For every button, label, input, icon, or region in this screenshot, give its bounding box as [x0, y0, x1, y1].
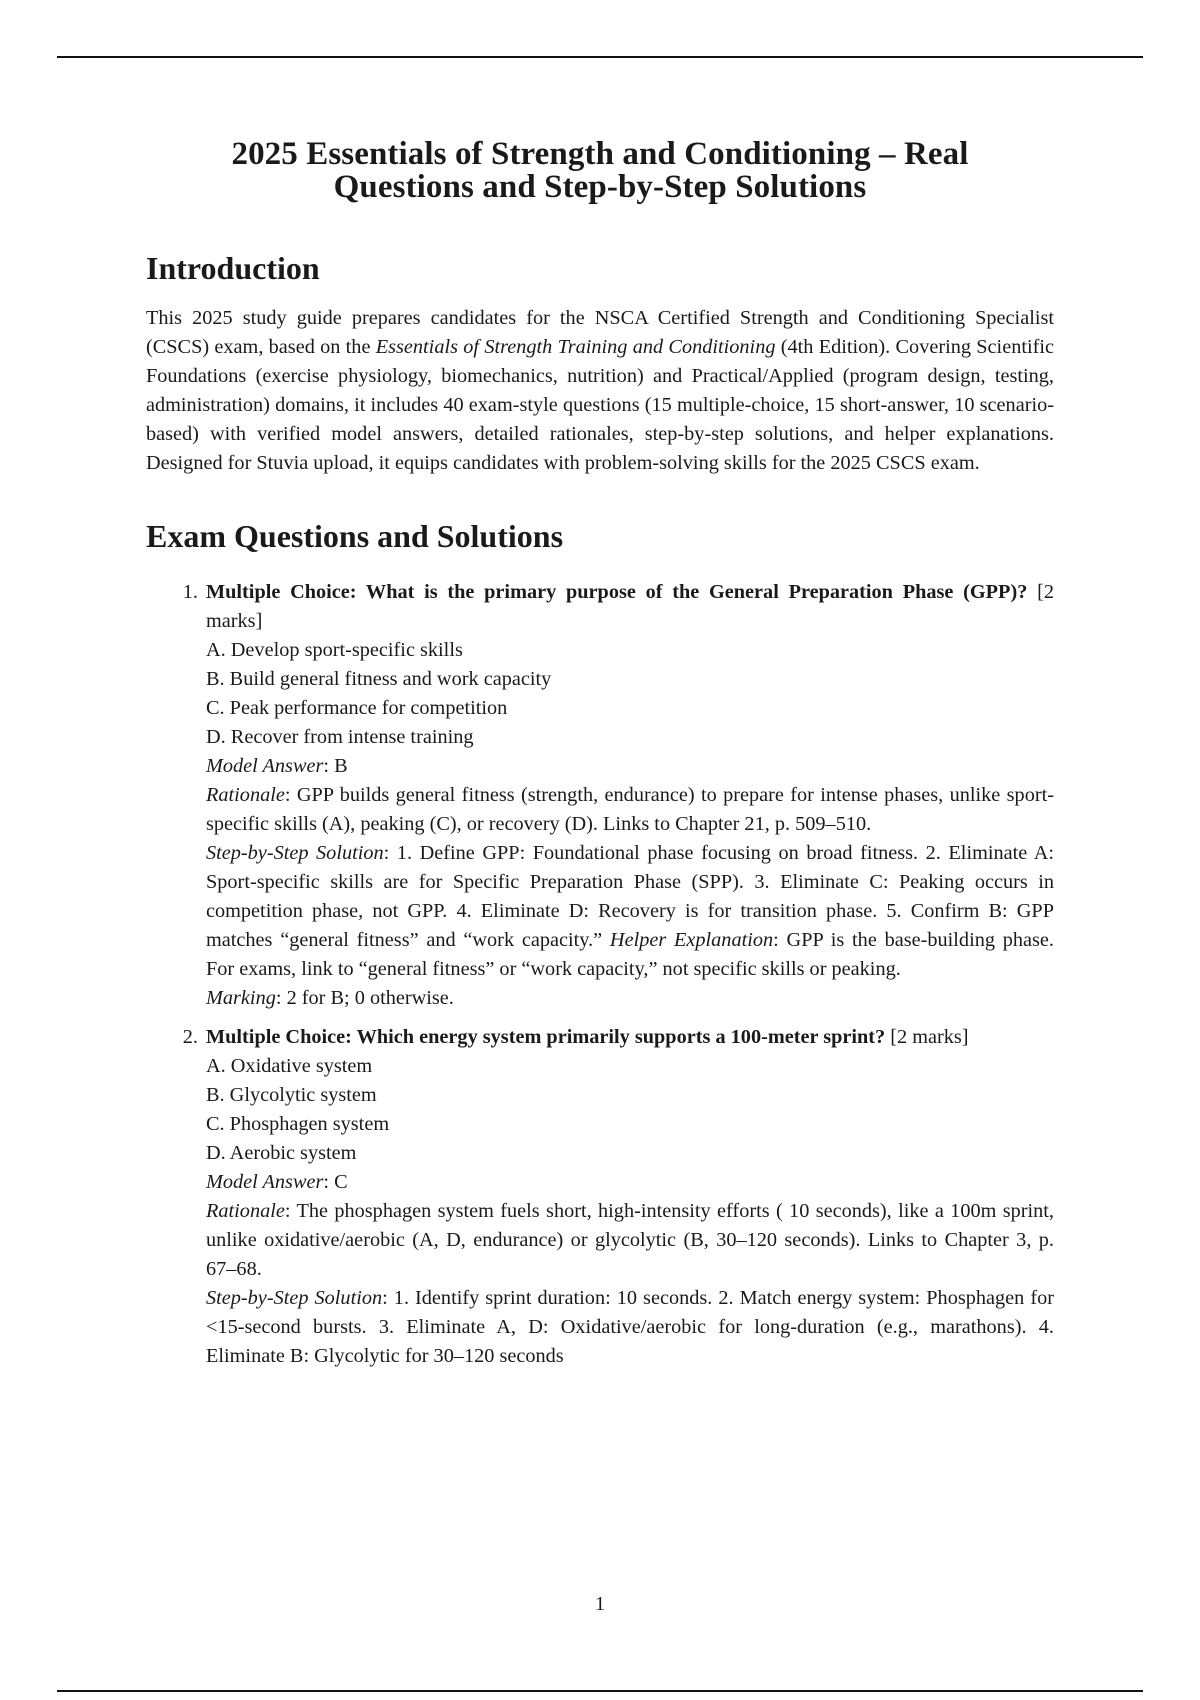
introduction-heading: Introduction — [146, 250, 320, 286]
question-item — [146, 578, 1054, 1013]
helper-text: GPP is the base-building phase. For exams, link to “general fitness” or “work capacity,” not specific skills or peaking. — [206, 929, 1054, 980]
exam-heading: Exam Questions and Solutions — [146, 518, 564, 554]
step-by-step-solution: Step-by-Step Solution: 1. Define GPP: Foundational phase focusing on broad fitness. 2. Eliminate A: Sport-specific skills are for Specific Preparation Phase (SPP). 3. Eliminate C: Peaking occurs in competition phase, not GPP. 4. Eliminate D: Recovery is for transition phase. 5. Confirm B: GPP matches “general fitness” and “work capacity.” Helper Explanation: GPP is the base-building phase. For exams, link to “general fitness” or “work capacity,” not specific skills or peaking. — [206, 842, 1054, 980]
page-number: 1 — [595, 1593, 605, 1615]
model-answer: Model Answer: C — [206, 1171, 348, 1193]
model-answer-label: Model Answer — [206, 755, 324, 777]
marking-label: Marking — [206, 987, 276, 1009]
step-by-step-solution: Step-by-Step Solution: 1. Identify sprint duration: 10 seconds. 2. Match energy system: Phosphagen for <15-second bursts. 3. Eliminate A, D: Oxidative/aerobic for long-duration (e.g., marathons). 4. Eliminate B: Glycolytic for 30–120 seconds — [206, 1287, 1054, 1367]
option-c: C. Peak performance for competition — [206, 697, 508, 719]
book-title: Essentials of Strength Training and Conditioning — [375, 336, 776, 358]
question-marks: [2 marks] — [890, 1026, 969, 1048]
step-by-step-label: Step-by-Step Solution — [206, 842, 384, 864]
document-page — [146, 138, 1054, 1371]
marking: Marking: 2 for B; 0 otherwise. — [206, 987, 454, 1009]
option-d: D. Recover from intense training — [206, 726, 474, 748]
model-answer-value: C — [334, 1171, 348, 1193]
option-a: A. Oxidative system — [206, 1055, 373, 1077]
bottom-rule — [57, 1690, 1143, 1692]
option-a: A. Develop sport-specific skills — [206, 639, 463, 661]
question-number: 2. — [182, 1026, 198, 1048]
rationale-text: GPP builds general fitness (strength, endurance) to prepare for intense phases, unlike sport-specific skills (A), peaking (C), or recovery (D). Links to Chapter 21, p. 509–510. — [206, 784, 1054, 835]
step-by-step-text: 1. Define GPP: Foundational phase focusing on broad fitness. 2. Eliminate A: Sport-specific skills are for Specific Preparation Phase (SPP). 3. Eliminate C: Peaking occurs in competition phase, not GPP. 4. Eliminate D: Recovery is for transition phase. 5. Confirm B: GPP matches “general fitness” and “work capacity.” — [206, 842, 1054, 951]
option-c: C. Phosphagen system — [206, 1113, 390, 1135]
title-line-2: Questions and Step-by-Step Solutions — [333, 169, 867, 205]
step-by-step-text: 1. Identify sprint duration: 10 seconds. 2. Match energy system: Phosphagen for <15-second bursts. 3. Eliminate A, D: Oxidative/aerobic for long-duration (e.g., marathons). 4. Eliminate B: Glycolytic for 30–120 seconds — [206, 1287, 1054, 1367]
rationale: Rationale: The phosphagen system fuels short, high-intensity efforts ( 10 seconds), like a 100m sprint, unlike oxidative/aerobic (A, D, endurance) or glycolytic (B, 30–120 seconds). Links to Chapter 3, p. 67–68. — [206, 1200, 1054, 1280]
top-rule — [57, 56, 1143, 58]
model-answer: Model Answer: B — [206, 755, 348, 777]
question-prompt-text: Multiple Choice: What is the primary purpose of the General Preparation Phase (GPP)? — [206, 581, 1028, 603]
option-d: D. Aerobic system — [206, 1142, 357, 1164]
title-line-1: 2025 Essentials of Strength and Conditioning – Real — [231, 136, 969, 172]
rationale-text: The phosphagen system fuels short, high-intensity efforts ( 10 seconds), like a 100m sprint, unlike oxidative/aerobic (A, D, endurance) or glycolytic (B, 30–120 seconds). Links to Chapter 3, p. 67–68. — [206, 1200, 1054, 1280]
model-answer-label: Model Answer — [206, 1171, 324, 1193]
model-answer-value: B — [334, 755, 348, 777]
question-number: 1. — [182, 581, 198, 603]
rationale-label: Rationale — [206, 1200, 285, 1222]
step-by-step-label: Step-by-Step Solution — [206, 1287, 383, 1309]
document-title — [146, 138, 1054, 204]
question-item — [146, 1023, 1054, 1371]
helper-label: Helper Explanation — [609, 929, 774, 951]
introduction-paragraph — [146, 304, 1054, 478]
question-body — [206, 1023, 1054, 1371]
option-b: B. Build general fitness and work capacity — [206, 668, 552, 690]
option-b: B. Glycolytic system — [206, 1084, 377, 1106]
intro-text-b: (4th Edition). Covering Scientific Foundations (exercise physiology, biomechanics, nutrition) and Practical/Applied (program design, testing, administration) domains, it includes 40 exam-style questions (15 multiple-choice, 15 short-answer, 10 scenario-based) with verified model answers, detailed rationales, step-by-step solutions, and helper explanations. Designed for Stuvia upload, it equips candidates with problem-solving skills for the 2025 CSCS exam. — [146, 336, 1054, 474]
intro-text-a: This 2025 study guide prepares candidates for the NSCA Certified Strength and Conditioning Specialist (CSCS) exam, based on the — [146, 307, 1054, 358]
marking-text: 2 for B; 0 otherwise. — [286, 987, 454, 1009]
question-body — [206, 578, 1054, 1013]
rationale-label: Rationale — [206, 784, 285, 806]
question-prompt-text: Multiple Choice: Which energy system primarily supports a 100-meter sprint? — [206, 1026, 886, 1048]
rationale: Rationale: GPP builds general fitness (strength, endurance) to prepare for intense phases, unlike sport-specific skills (A), peaking (C), or recovery (D). Links to Chapter 21, p. 509–510. — [206, 784, 1054, 835]
question-prompt — [206, 578, 1054, 636]
question-prompt — [206, 1023, 1054, 1052]
question-list — [146, 578, 1054, 1371]
question-marks: [2 marks] — [206, 581, 1054, 632]
